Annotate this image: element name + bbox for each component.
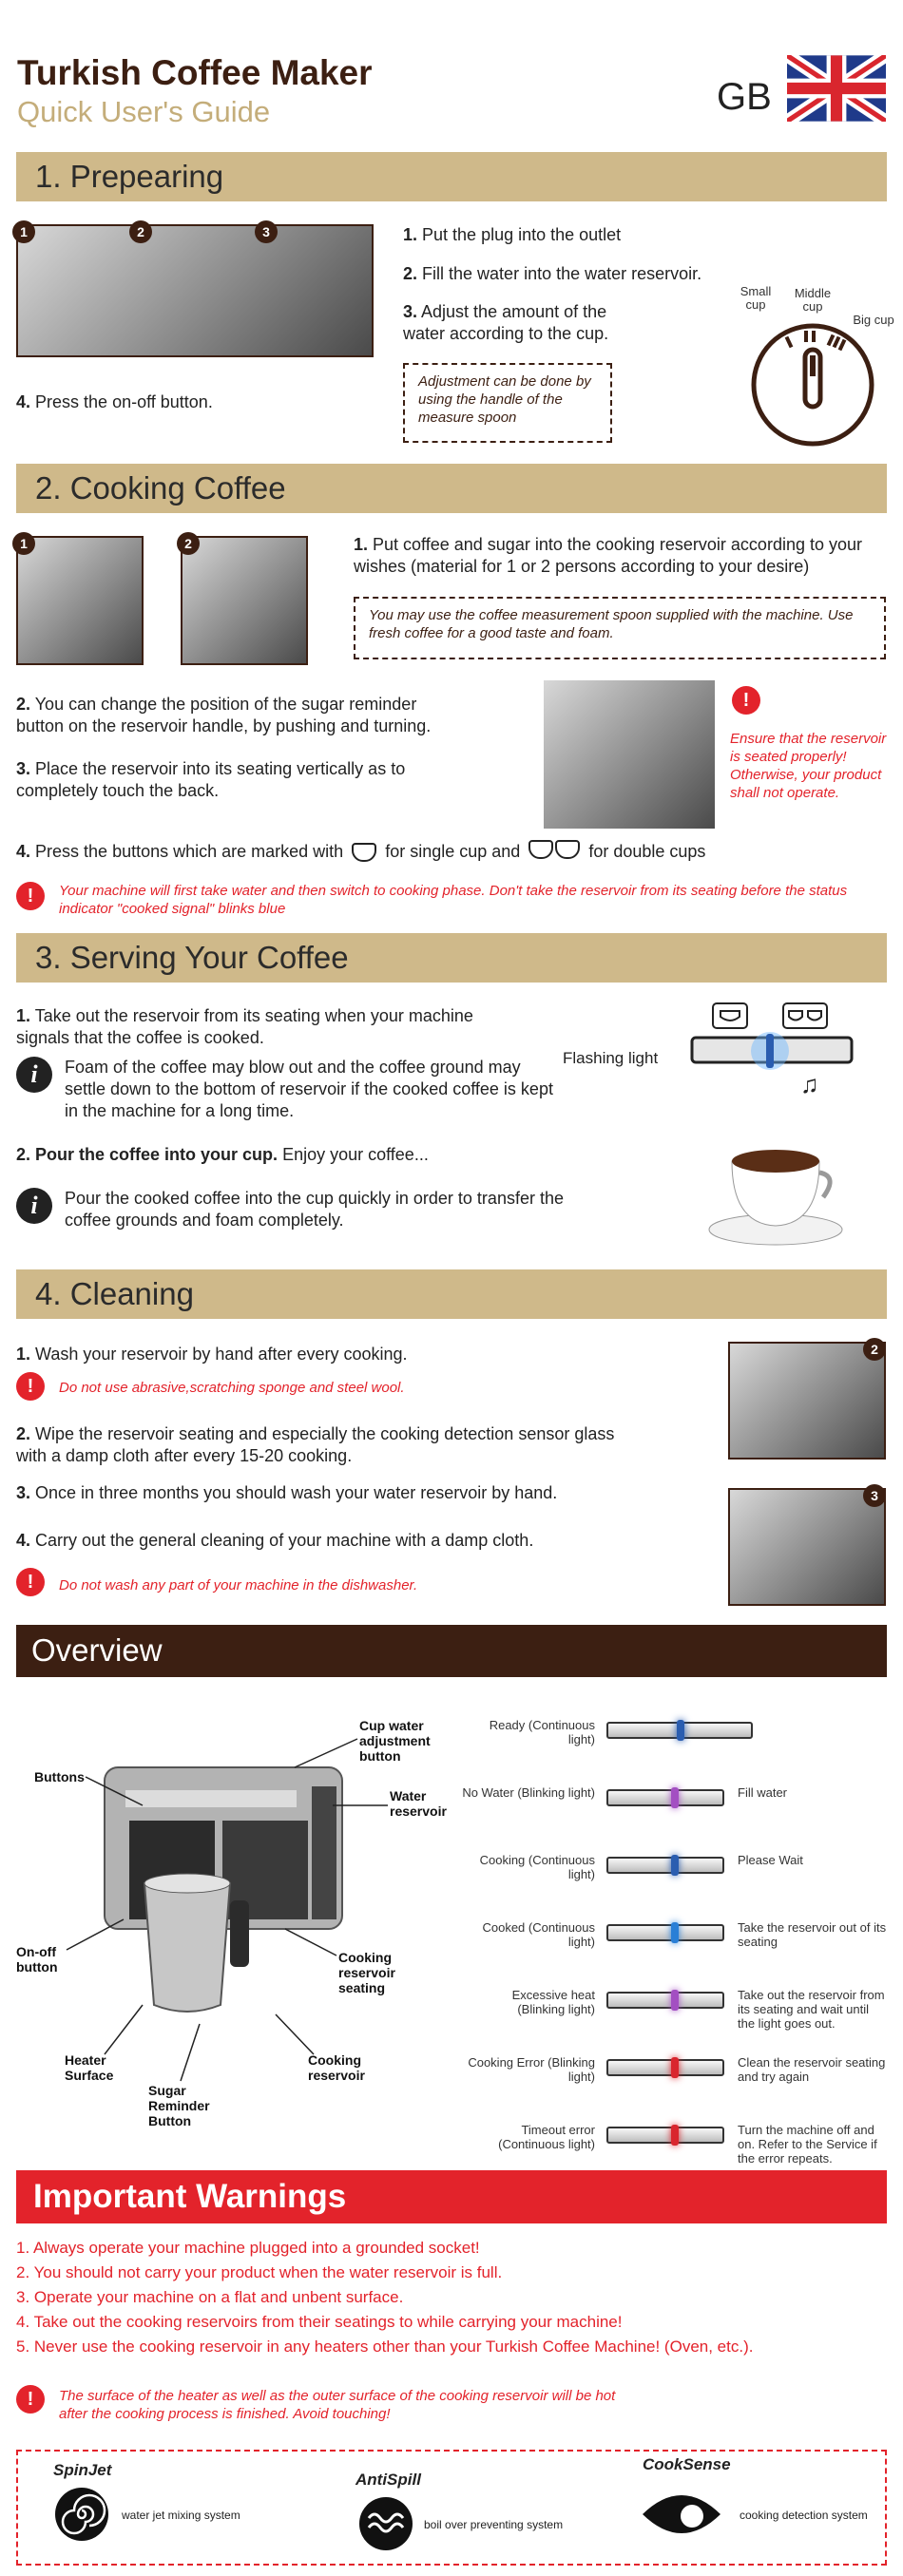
photo-number: 3 [863,1484,886,1507]
hot-surface-warning: The surface of the heater as well as the outer surface of the cooking reservoir will be hot after the cooking process is finished. Avoid touching! [59,2388,616,2422]
warning-item: 3. Operate your machine on a flat and unbent surface. [16,2288,404,2306]
status-indicator-bar [606,1924,724,1941]
machine-seating-photo [544,680,715,829]
cooking-photo-2 [181,536,308,665]
cooksense-logo-name: CookSense [643,2455,731,2473]
country-code: GB [717,76,772,118]
clean-step-4: 4. Carry out the general cleaning of your machine with a damp cloth. [16,1531,534,1550]
part-cup-water-button: Cup water adjustment button [359,1718,431,1764]
status-indicator-bar [606,2059,724,2076]
spinjet-logo-name: SpinJet [53,2461,112,2479]
prep-step-3: 3. Adjust the amount of the water according to the cup. [403,302,609,343]
cook-step-1: 1. Put coffee and sugar into the cooking reservoir according to your wishes (material for 1 or 2 persons according to your desire) [354,535,862,576]
flashing-light-label: Flashing light [563,1049,659,1067]
photo-number: 1 [12,532,35,555]
page-subtitle: Quick User's Guide [17,95,271,128]
leader-lines [0,1701,494,2138]
status-indicator-bar [606,1992,724,2009]
antispill-logo-name: AntiSpill [355,2471,421,2489]
dial-big-label: Big cup [853,313,894,327]
cook-step-4: 4. Press the buttons which are marked with for single cup and for double cups [16,840,891,865]
status-indicator-bar [606,1857,724,1874]
spinjet-description: water jet mixing system [122,2509,240,2522]
cooking-photo-1 [16,536,144,665]
status-indicator-bar [606,1722,753,1739]
section-cleaning-header: 4. Cleaning [16,1269,887,1319]
feature-logos-box [16,2450,887,2566]
dishwasher-warning: Do not wash any part of your machine in the dishwasher. [59,1577,418,1593]
status-light-mark [671,1855,679,1876]
part-sugar-reminder: Sugar Reminder Button [148,2083,210,2128]
photo-number: 1 [12,220,35,243]
status-indicator-bar [606,1789,724,1806]
adjustment-note: Adjustment can be done by using the handle of the measure spoon [403,363,612,443]
flashing-light-icon [684,998,855,1102]
alert-icon: ! [16,1568,45,1596]
status-description: Clean the reservoir seating and try again [738,2055,886,2084]
spiral-icon [53,2486,110,2543]
eye-icon [639,2480,724,2547]
status-description: Turn the machine off and on. Refer to the Service if the error repeats. [738,2123,877,2166]
cooking-warning: Your machine will first take water and then switch to cooking phase. Don't take the reservoir from its seating before the status indicator "cooked signal" blinks blue [59,883,848,917]
alert-icon: ! [732,686,760,715]
status-label: Ready (Continuous light) [489,1718,595,1746]
cleaning-photo-2 [728,1342,886,1460]
status-description: Fill water [738,1785,788,1800]
status-label: No Water (Blinking light) [462,1785,595,1800]
foam-info: Foam of the coffee may blow out and the coffee ground may settle down to the bottom of reservoir if the cooked coffee is kept in the machine for a long time. [65,1058,553,1120]
status-label: Cooked (Continuous light) [482,1920,595,1949]
status-description: Please Wait [738,1853,803,1867]
double-cup-icon [528,840,580,865]
prep-step-1: 1. Put the plug into the outlet [403,225,622,244]
part-heater-surface: Heater Surface [65,2052,114,2083]
prep-step-2: 2. Fill the water into the water reservoir. [403,264,702,283]
warning-item: 5. Never use the cooking reservoir in any heaters other than your Turkish Coffee Machine! (Oven, etc.). [16,2337,754,2356]
alert-icon: ! [16,2385,45,2414]
info-icon: i [16,1188,52,1224]
page-title: Turkish Coffee Maker [17,53,373,92]
warning-item: 1. Always operate your machine plugged into a grounded socket! [16,2239,480,2257]
status-light-mark [671,2057,679,2078]
section-warnings-header: Important Warnings [16,2170,887,2223]
section-cooking-header: 2. Cooking Coffee [16,464,887,513]
antispill-description: boil over preventing system [424,2518,564,2531]
part-cooking-reservoir: Cooking reservoir [308,2052,365,2083]
coffee-cup-icon [705,1138,846,1249]
status-label: Timeout error (Continuous light) [498,2123,595,2151]
status-light-mark [671,2125,679,2146]
alert-icon: ! [16,1372,45,1401]
part-on-off-button: On-off button [16,1944,58,1975]
photo-number: 2 [177,532,200,555]
status-light-mark [671,1922,679,1943]
part-water-reservoir: Water reservoir [390,1788,447,1819]
serve-step-1: 1. Take out the reservoir from its seating when your machine signals that the coffee is cooked. [16,1006,473,1047]
cleaning-photo-3 [728,1488,886,1606]
status-light-mark [677,1720,684,1741]
status-label: Cooking (Continuous light) [479,1853,595,1881]
status-label: Cooking Error (Blinking light) [468,2055,595,2084]
part-reservoir-seating: Cooking reservoir seating [338,1950,395,1995]
status-label: Excessive heat (Blinking light) [511,1988,595,2016]
part-buttons: Buttons [34,1769,85,1784]
prep-step-4: 4. Press the on-off button. [16,392,213,411]
seating-warning: Ensure that the reservoir is seated properly! Otherwise, your product shall not operate. [730,731,887,801]
cook-step-3: 3. Place the reservoir into its seating vertically as to completely touch the back. [16,759,406,800]
uk-flag-icon [787,55,886,122]
status-description: Take out the reservoir from its seating and wait until the light goes out. [738,1988,885,2031]
dial-middle-label: Middle cup [794,286,832,314]
dial-small-label: Small cup [740,284,772,312]
status-indicator-bar [606,2127,724,2144]
clean-step-1: 1. Wash your reservoir by hand after every cooking. [16,1345,408,1364]
sponge-warning: Do not use abrasive,scratching sponge and steel wool. [59,1380,405,1396]
photo-number: 3 [255,220,278,243]
water-dial-icon [749,321,876,448]
section-overview-header: Overview [16,1625,887,1677]
pour-info: Pour the cooked coffee into the cup quickly in order to transfer the coffee grounds and foam completely. [65,1189,564,1230]
info-icon: i [16,1057,52,1093]
svg-text:♫: ♫ [800,1070,819,1098]
section-prepearing-header: 1. Prepearing [16,152,887,201]
cooksense-description: cooking detection system [740,2509,868,2522]
preparing-photo [16,224,374,357]
wave-icon [357,2495,414,2552]
coffee-note: You may use the coffee measurement spoon supplied with the machine. Use fresh coffee for a good taste and foam. [354,597,886,659]
section-serving-header: 3. Serving Your Coffee [16,933,887,983]
status-description: Take the reservoir out of its seating [738,1920,887,1949]
single-cup-icon [352,843,376,862]
status-light-mark [671,1990,679,2011]
alert-icon: ! [16,882,45,910]
clean-step-3: 3. Once in three months you should wash your water reservoir by hand. [16,1483,558,1502]
photo-number: 2 [863,1338,886,1361]
cook-step-2: 2. You can change the position of the sugar reminder button on the reservoir handle, by pushing and turning. [16,695,432,735]
status-light-mark [671,1787,679,1808]
clean-step-2: 2. Wipe the reservoir seating and especially the cooking detection sensor glass with a damp cloth after every 15-20 cooking. [16,1424,615,1465]
warning-item: 2. You should not carry your product when the water reservoir is full. [16,2263,503,2281]
photo-number: 2 [129,220,152,243]
serve-step-2: 2. Pour the coffee into your cup. Enjoy your coffee... [16,1145,429,1164]
warning-item: 4. Take out the cooking reservoirs from their seatings to while carrying your machine! [16,2313,623,2331]
